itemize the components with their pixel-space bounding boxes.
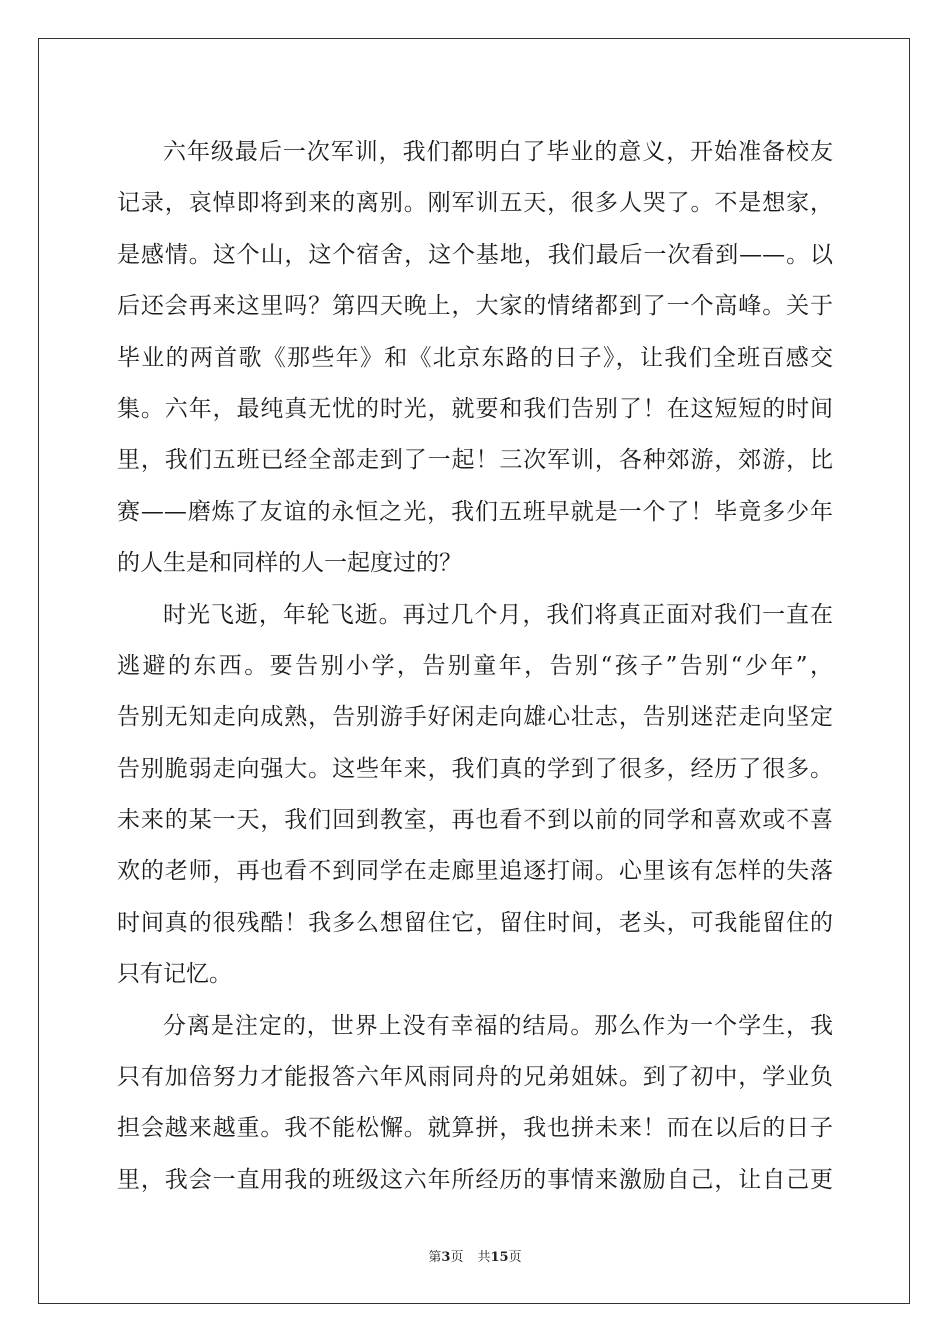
- text-line: 集。六年，最纯真无忧的时光，就要和我们告别了！在这短短的时间: [117, 395, 833, 422]
- text-line: 里，我会一直用我的班级这六年所经历的事情来激励自己，让自己更: [117, 1166, 833, 1193]
- text-line: 欢的老师，再也看不到同学在走廊里追逐打闹。心里该有怎样的失落: [117, 858, 833, 885]
- total-suffix: 页: [508, 1250, 522, 1265]
- text-line: 告别无知走向成熟，告别游手好闲走向雄心壮志，告别迷茫走向坚定: [117, 704, 833, 731]
- text-line: 时光飞逝，年轮飞逝。再过几个月，我们将真正面对我们一直在: [163, 601, 833, 628]
- text-line: 里，我们五班已经全部走到了一起！三次军训，各种郊游，郊游，比: [117, 447, 833, 474]
- text-line: 记录，哀悼即将到来的离别。刚军训五天，很多人哭了。不是想家，: [117, 190, 833, 217]
- text-line: 赛——磨炼了友谊的永恒之光，我们五班早就是一个了！毕竟多少年: [117, 498, 833, 525]
- text-line: 只有记忆。: [117, 961, 232, 988]
- page-footer: [0, 1246, 950, 1265]
- text-line: 是感情。这个山，这个宿舍，这个基地，我们最后一次看到——。以: [117, 241, 833, 268]
- text-line: 的人生是和同样的人一起度过的？: [117, 550, 462, 577]
- text-line: 未来的某一天，我们回到教室，再也看不到以前的同学和喜欢或不喜: [117, 807, 833, 834]
- page-total: 15: [490, 1250, 509, 1265]
- text-line: 六年级最后一次军训，我们都明白了毕业的意义，开始准备校友: [163, 139, 833, 165]
- text-line: 时间真的很残酷！我多么想留住它，留住时间，老头，可我能留住的: [117, 909, 833, 936]
- document-body: [117, 127, 833, 1206]
- total-prefix: 共: [477, 1250, 491, 1265]
- text-line: 告别脆弱走向强大。这些年来，我们真的学到了很多，经历了很多。: [117, 755, 833, 782]
- text-line: 后还会再来这里吗？第四天晚上，大家的情绪都到了一个高峰。关于: [117, 293, 833, 320]
- text-line: 毕业的两首歌《那些年》和《北京东路的日子》，让我们全班百感交: [117, 344, 833, 371]
- text-line: 分离是注定的，世界上没有幸福的结局。那么作为一个学生，我: [163, 1012, 833, 1039]
- text-line: 担会越来越重。我不能松懈。就算拼，我也拼未来！而在以后的日子: [117, 1115, 833, 1142]
- page-number: 3: [441, 1250, 451, 1265]
- page-prefix: 第: [428, 1250, 442, 1265]
- text-line: 只有加倍努力才能报答六年风雨同舟的兄弟姐妹。到了初中，学业负: [117, 1064, 833, 1091]
- page-suffix: 页: [450, 1250, 464, 1265]
- text-line: 逃避的东西。要告别小学，告别童年，告别“孩子”告别“少年”，: [117, 652, 833, 679]
